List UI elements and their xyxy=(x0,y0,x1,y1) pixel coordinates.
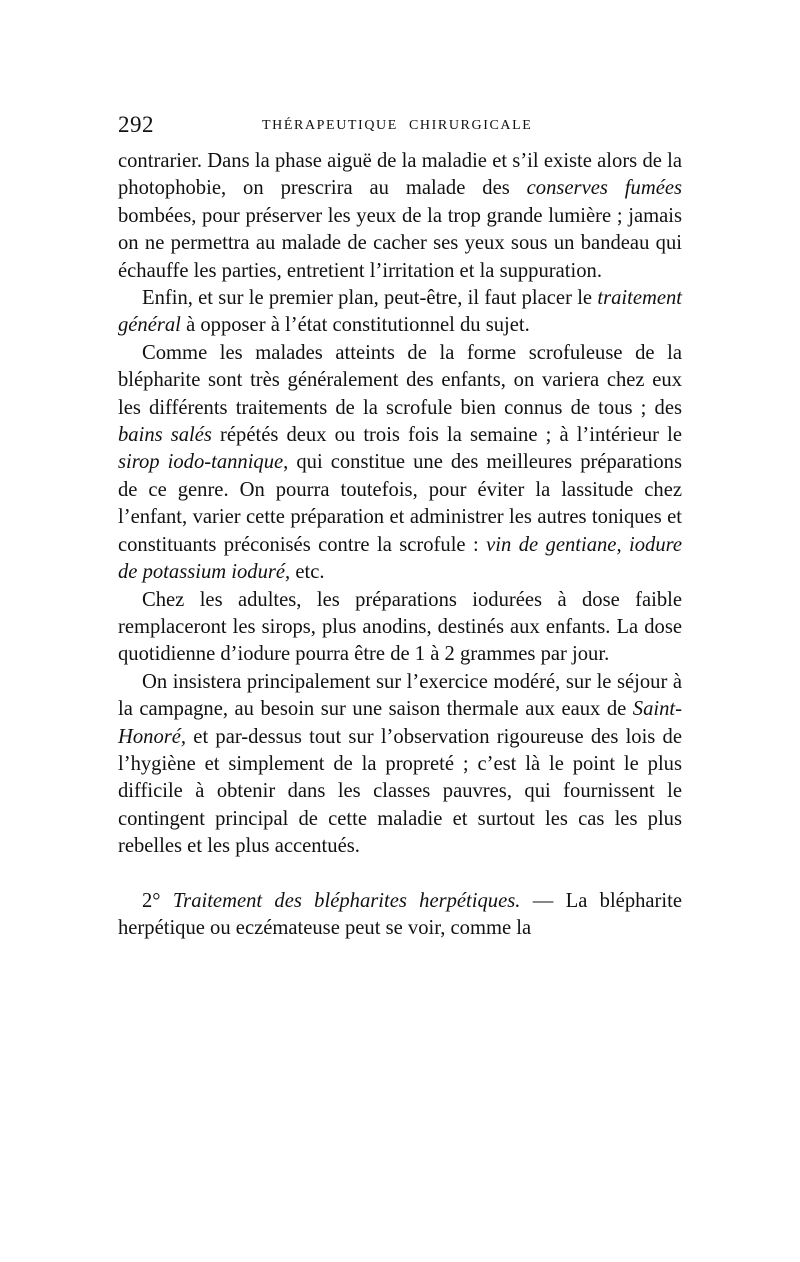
text-run: à opposer à l’état constitutionnel du sujet. xyxy=(180,314,530,337)
text-run: etc. xyxy=(290,561,325,584)
paragraph-herpetic-section xyxy=(118,888,682,943)
book-page xyxy=(118,112,682,942)
page-number: 292 xyxy=(118,112,154,137)
section-heading: Traitement des blépharites herpétiques. xyxy=(172,889,521,912)
text-run: bombées, pour préserver les yeux de la trop grande lumière ; jamais on ne permettra au malade de cacher ses yeux sous un bandeau qui échauffe les parties, entretient l’irritation et la suppuration. xyxy=(118,204,682,282)
text-run: contrarier. Dans la phase aiguë de la maladie et s’il existe alors de la photophobie, on prescrira au malade des xyxy=(118,150,682,200)
text-run: Comme les malades atteints de la forme scrofuleuse de la blépharite sont très généralement des enfants, on variera chez eux les différents traitements de la scrofule bien connus de tous ; des xyxy=(118,341,682,419)
italic-term: conserves fumées xyxy=(526,177,682,200)
italic-term: Saint-Honoré, xyxy=(118,698,682,748)
italic-term: sirop iodo-tannique xyxy=(118,451,284,474)
page-header xyxy=(118,112,682,148)
paragraph-adults xyxy=(118,587,682,669)
text-run: répétés deux ou trois fois la semaine ; à l’intérieur le xyxy=(211,424,683,447)
paragraph-hygiene xyxy=(118,669,682,861)
text-run: Enfin, et sur le premier plan, peut-être, il faut placer le xyxy=(142,287,598,310)
italic-term: traitement général xyxy=(118,287,682,337)
running-title: THÉRAPEUTIQUE CHIRURGICALE xyxy=(262,118,533,133)
paragraph-continuation xyxy=(118,148,682,285)
paragraph-general-treatment xyxy=(118,285,682,340)
text-run: , qui constitue une des meilleures préparations de ce genre. On pourra toutefois, pour éviter la lassitude chez l’enfant, varier cette préparation et administrer les autres toniques et constituants préconisés contre la scrofule : xyxy=(118,451,682,556)
text-run: — La blépharite herpétique ou eczémateuse peut se voir, comme la xyxy=(118,889,683,939)
paragraph-scrofulous-children xyxy=(118,340,682,587)
section-number: 2° xyxy=(142,889,173,912)
italic-term: vin de gentiane, iodure de potassium ioduré, xyxy=(118,533,683,584)
text-run: et par-dessus tout sur l’observation rigoureuse des lois de l’hygiène et simplement de la propreté ; c’est là le point le plus difficile à obtenir dans les classes pauvres, qui fournissent le contingent principal de cette maladie et surtout les cas les plus rebelles et les plus accentués. xyxy=(118,725,682,858)
italic-term: bains salés xyxy=(118,424,212,447)
text-run: Chez les adultes, les préparations iodurées à dose faible remplaceront les sirops, plus anodins, destinés aux enfants. La dose quotidienne d’iodure pourra être de 1 à 2 grammes par jour. xyxy=(118,588,682,666)
body-text xyxy=(118,148,682,942)
text-run: On insistera principalement sur l’exercice modéré, sur le séjour à la campagne, au besoin sur une saison thermale aux eaux de xyxy=(118,670,682,721)
